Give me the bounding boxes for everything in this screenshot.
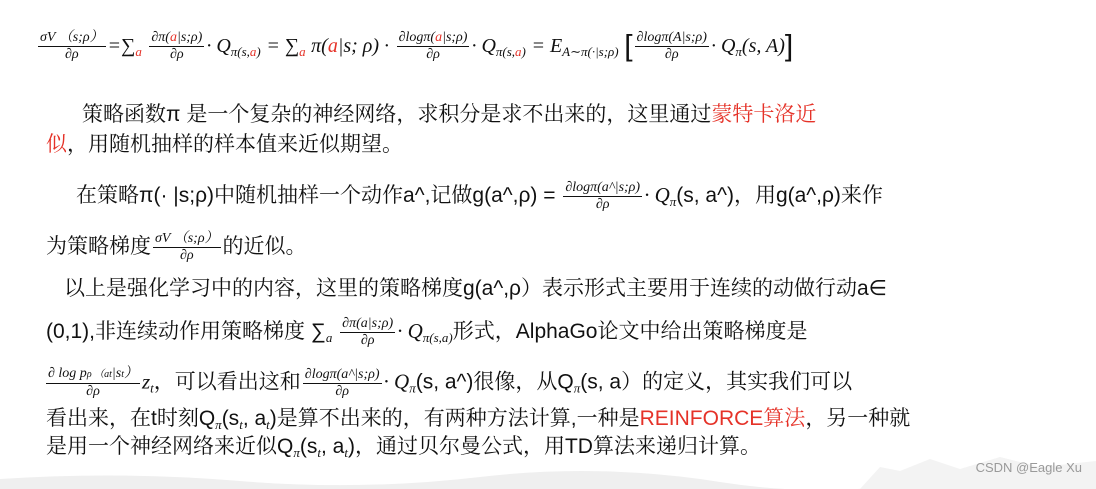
para3-a-sub: t: [266, 417, 270, 432]
sum-index-a2: a: [299, 43, 306, 59]
para3-q-sub: π(s,a): [422, 330, 453, 346]
para3-line2: [46, 316, 808, 351]
para3-text-4c: ，另一种就: [805, 407, 911, 430]
q3-sub: π: [735, 43, 742, 59]
q3-args: (s, A): [741, 34, 785, 57]
para3-q3-sub: π: [573, 380, 581, 396]
eq2: = ∑: [266, 34, 300, 57]
para1-text: 策略函数π 是一个复杂的神经网络，求积分是求不出来的，这里通过: [82, 103, 712, 126]
para2-text-3: 的近似。: [222, 235, 307, 259]
para2-fraction-2-den: ∂ρ: [179, 248, 194, 263]
para3-text-3: ，可以看出这和: [153, 370, 301, 394]
para3-fraction-num: ∂π(a|s;ρ): [342, 316, 394, 331]
expectation-sub: A∼π(·|s;ρ): [562, 43, 619, 59]
fraction-1-num: ∂π(a|s;ρ): [151, 30, 203, 45]
para2-line2: [46, 231, 307, 264]
para2-fraction-den: ∂ρ: [595, 197, 610, 212]
para2-fraction-2-num: σV （s;ρ）: [155, 231, 219, 246]
q2-sub: π(s,a): [495, 43, 526, 59]
para1-highlight-end: 似: [46, 133, 67, 156]
para3-fraction-2-num: ∂logπ(a^|s;ρ): [304, 366, 380, 382]
formula-top: [36, 30, 793, 65]
para3-q: · Q: [397, 319, 423, 344]
para2-line1: [76, 180, 883, 215]
para3-q4-args: (s: [221, 407, 240, 430]
para2-text-post: (s, a^)，用g(a^,ρ)来作: [676, 184, 883, 208]
para3-text-4b: )是算不出来的，有两种方法计算,一种是: [269, 407, 640, 430]
reinforce-highlight: REINFORCE算法: [639, 407, 806, 430]
sum-index-a1: a: [135, 43, 142, 59]
para3-line3: [44, 366, 852, 402]
para3-text-5: 是用一个神经网络来近似Q: [46, 435, 294, 458]
para3-s-sub: t: [239, 417, 243, 432]
para3-q2-sub: π: [409, 380, 416, 396]
lhs-denominator: ∂ρ: [64, 47, 79, 62]
para3-line1: [64, 276, 887, 302]
para1-line1: [82, 102, 816, 128]
para3-text-5b: )，通过贝尔曼公式，用TD算法来递归计算。: [347, 435, 761, 458]
para3-q4-sub: π: [215, 417, 222, 432]
bracket-open: [: [624, 29, 633, 63]
bracket-close: ]: [784, 29, 794, 63]
para3-fraction-den: ∂ρ: [360, 333, 375, 348]
eq3-expectation: = E: [531, 34, 563, 57]
para3-q5-args: (s: [299, 435, 318, 458]
fraction-2-num: ∂logπ(a|s;ρ): [398, 30, 468, 45]
para3-q2: · Q: [383, 369, 410, 394]
lhs-fraction: [38, 30, 106, 63]
para2-fraction-num: ∂logπ(a^|s;ρ): [565, 180, 641, 195]
para3-s5-sub: t: [317, 445, 321, 460]
para2-q-sub: π: [669, 194, 677, 210]
para2-text: 在策略π(· |s;ρ)中随机抽样一个动作a^,记做g(a^,ρ) =: [76, 184, 556, 208]
q2: · Q: [471, 34, 496, 57]
mid-term: π(a|s; ρ) ·: [311, 34, 390, 57]
para3-fraction-2: [303, 367, 382, 400]
para2-fraction-2: [153, 231, 221, 264]
para3-sum-index: a: [325, 330, 333, 346]
para3-text-4: 看出来，在t时刻Q: [46, 407, 216, 430]
para3-text-1: 以上是强化学习中的内容，这里的策略梯度g(a^,ρ）表示形式主要用于连续的动做行动a∈: [64, 277, 887, 300]
fraction-1: [149, 30, 204, 63]
watermark: CSDN @Eagle Xu: [975, 460, 1082, 475]
q3: · Q: [710, 34, 736, 57]
para1-line2: [46, 132, 403, 158]
para3-fraction-2-den: ∂ρ: [335, 383, 349, 399]
para3-text-2b: 形式，AlphaGo论文中给出策略梯度是: [452, 320, 808, 344]
para3-a5-sub: t: [344, 445, 348, 460]
lhs-numerator: σV （s;ρ）: [40, 30, 104, 45]
fraction-2-den: ∂ρ: [426, 47, 440, 62]
para3-q5-args2: , a: [320, 435, 345, 458]
para3-z-sub: t: [150, 380, 154, 396]
para2-text-2: 为策略梯度: [46, 235, 151, 259]
para3-alphago-den: ∂ρ: [86, 384, 100, 399]
para3-z: z: [141, 369, 151, 394]
fraction-2: [397, 30, 470, 63]
eq1: =∑: [107, 34, 136, 57]
para2-q: · Q: [644, 183, 670, 208]
para1-highlight: 蒙特卡洛近: [711, 103, 817, 126]
q1: · Q: [206, 34, 231, 57]
fraction-1-den: ∂ρ: [170, 47, 184, 62]
para1-text-end: ，用随机抽样的样本值来近似期望。: [67, 133, 403, 156]
q1-sub: π(s,a): [230, 43, 261, 59]
para3-alphago-num: ∂ log pρ （at|st）: [46, 366, 140, 384]
fraction-3-den: ∂ρ: [664, 47, 679, 62]
para3-line5: [46, 434, 761, 466]
para3-q4-args2: , a: [242, 407, 267, 430]
para3-text-2: (0,1),非连续动作用策略梯度 ∑: [46, 320, 326, 344]
para3-text-3c: (s, a）的定义，其实我们可以: [580, 370, 853, 394]
para2-fraction: [563, 180, 642, 213]
para3-alphago-fraction: [46, 366, 140, 400]
fraction-3: [635, 30, 709, 63]
para3-fraction: [340, 316, 395, 349]
para3-text-3b: (s, a^)很像，从Q: [415, 370, 574, 394]
fraction-3-num: ∂logπ(A|s;ρ): [636, 30, 707, 45]
para3-q5-sub: π: [293, 445, 300, 460]
